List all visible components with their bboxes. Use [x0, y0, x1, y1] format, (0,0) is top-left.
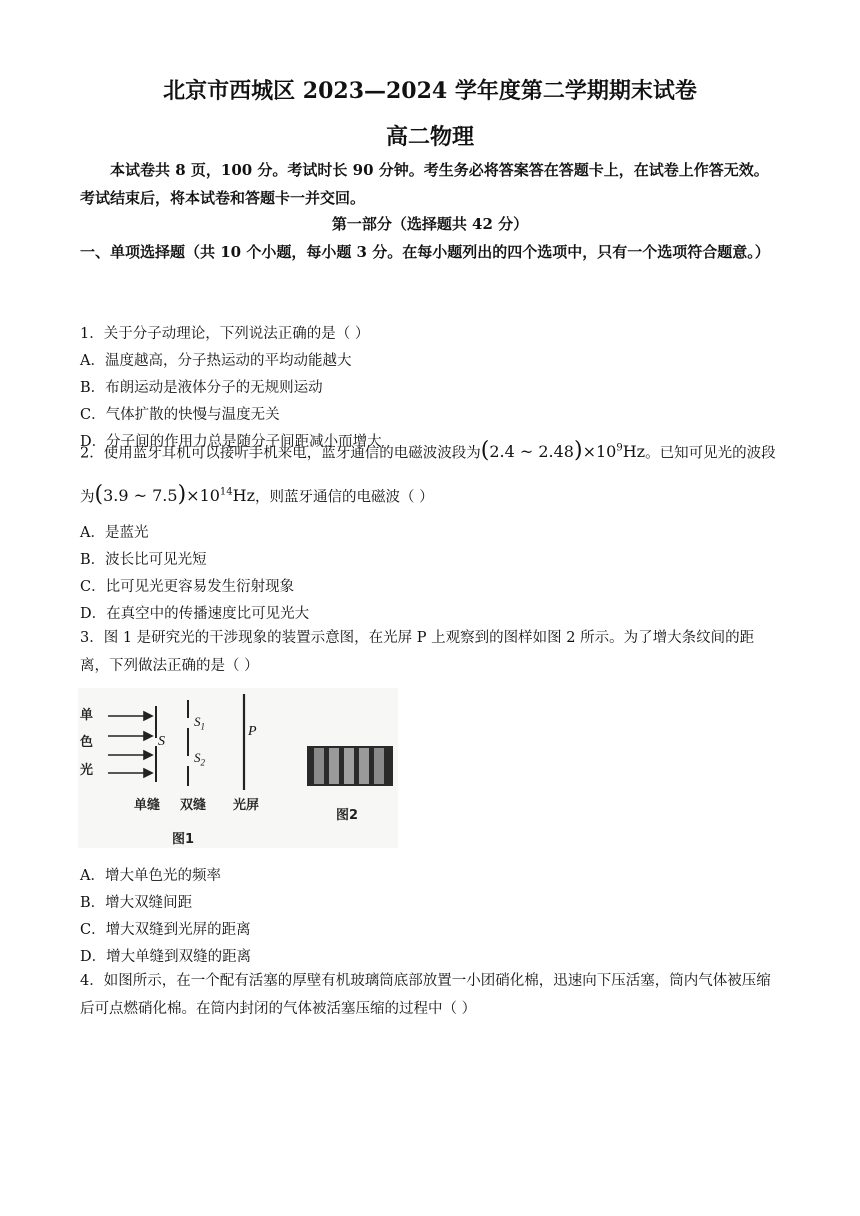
q2-range-2: 3.9 ~ 7.5 — [103, 486, 178, 506]
figure-1-caption: 图1 — [172, 832, 195, 847]
subject-title: 高二物理 — [385, 124, 474, 150]
q1-option-a: A．温度越高，分子热运动的平均动能越大 — [80, 353, 352, 369]
fringe-pattern — [307, 746, 393, 786]
label-s1: $S_1$ — [194, 714, 205, 732]
light-label-1: 单 — [80, 708, 94, 723]
label-s2: $S_2$ — [194, 750, 205, 768]
interference-diagram — [78, 688, 398, 848]
q3-option-d: D．增大单缝到双缝的距离 — [80, 949, 252, 965]
intro-paragraph: 本试卷共 8 页，100 分。考试时长 90 分钟。考生务必将答案答在答题卡上，在试卷上作答无效。考试结束后，将本试卷和答题卡一并交回。 — [80, 161, 769, 207]
question-4-stem: 4．如图所示，在一个配有活塞的厚壁有机玻璃筒底部放置一小团硝化棉，迅速向下压活塞，筒内气体被压缩后可点燃硝化棉。在筒内封闭的气体被活塞压缩的过程中（ ） — [80, 973, 771, 1017]
double-slit-label: 双缝 — [180, 798, 207, 813]
screen-label: 光屏 — [233, 798, 260, 813]
single-slit-label: 单缝 — [134, 798, 161, 813]
q3-option-c: C．增大双缝到光屏的距离 — [80, 922, 251, 938]
q1-option-c: C．气体扩散的快慢与温度无关 — [80, 407, 280, 423]
question-2-stem-line1: 2．使用蓝牙耳机可以接听手机来电，蓝牙通信的电磁波波段为(2.4 ~ $2.48)\times 10^9Hz$。已知可见光的波段 — [80, 438, 776, 464]
label-s: S — [158, 734, 165, 749]
q2-option-b: B．波长比可见光短 — [80, 552, 207, 568]
q3-option-b: B．增大双缝间距 — [80, 895, 193, 911]
label-p: P — [248, 724, 257, 739]
q2-option-c: C．比可见光更容易发生衍射现象 — [80, 579, 295, 595]
q2-option-a: A．是蓝光 — [80, 525, 149, 541]
part-title: 第一部分（选择题共 42 分） — [331, 215, 529, 233]
light-label-2: 色 — [80, 735, 94, 750]
exam-title: 北京市西城区 2023—2024 学年度第二学期期末试卷 — [163, 78, 697, 104]
interference-figure — [78, 688, 398, 848]
question-2-stem-line2: 为(3.9 ~ $7.5)\times 10^{14}Hz$，则蓝牙通信的电磁波（ ） — [80, 482, 434, 508]
q2-option-d: D．在真空中的传播速度比可见光大 — [80, 606, 310, 622]
light-label-3: 光 — [80, 763, 94, 778]
q1-option-d: D．分子间的作用力总是随分子间距减小而增大 — [80, 434, 382, 450]
question-1-stem: 1．关于分子动理论，下列说法正确的是（ ） — [80, 326, 370, 342]
figure-2-caption: 图2 — [336, 808, 359, 823]
section-title: 一、单项选择题（共 10 个小题，每小题 3 分。在每小题列出的四个选项中，只有一个选项符合题意。） — [80, 243, 770, 261]
q2-range-1: 2.4 ~ 2.48 — [489, 442, 574, 462]
question-3-stem: 3．图 1 是研究光的干涉现象的装置示意图，在光屏 P 上观察到的图样如图 2 所示。为了增大条纹间的距离，下列做法正确的是（ ） — [80, 630, 755, 674]
q1-option-b: B．布朗运动是液体分子的无规则运动 — [80, 380, 323, 396]
q3-option-a: A．增大单色光的频率 — [80, 868, 221, 884]
light-arrows — [108, 712, 152, 777]
